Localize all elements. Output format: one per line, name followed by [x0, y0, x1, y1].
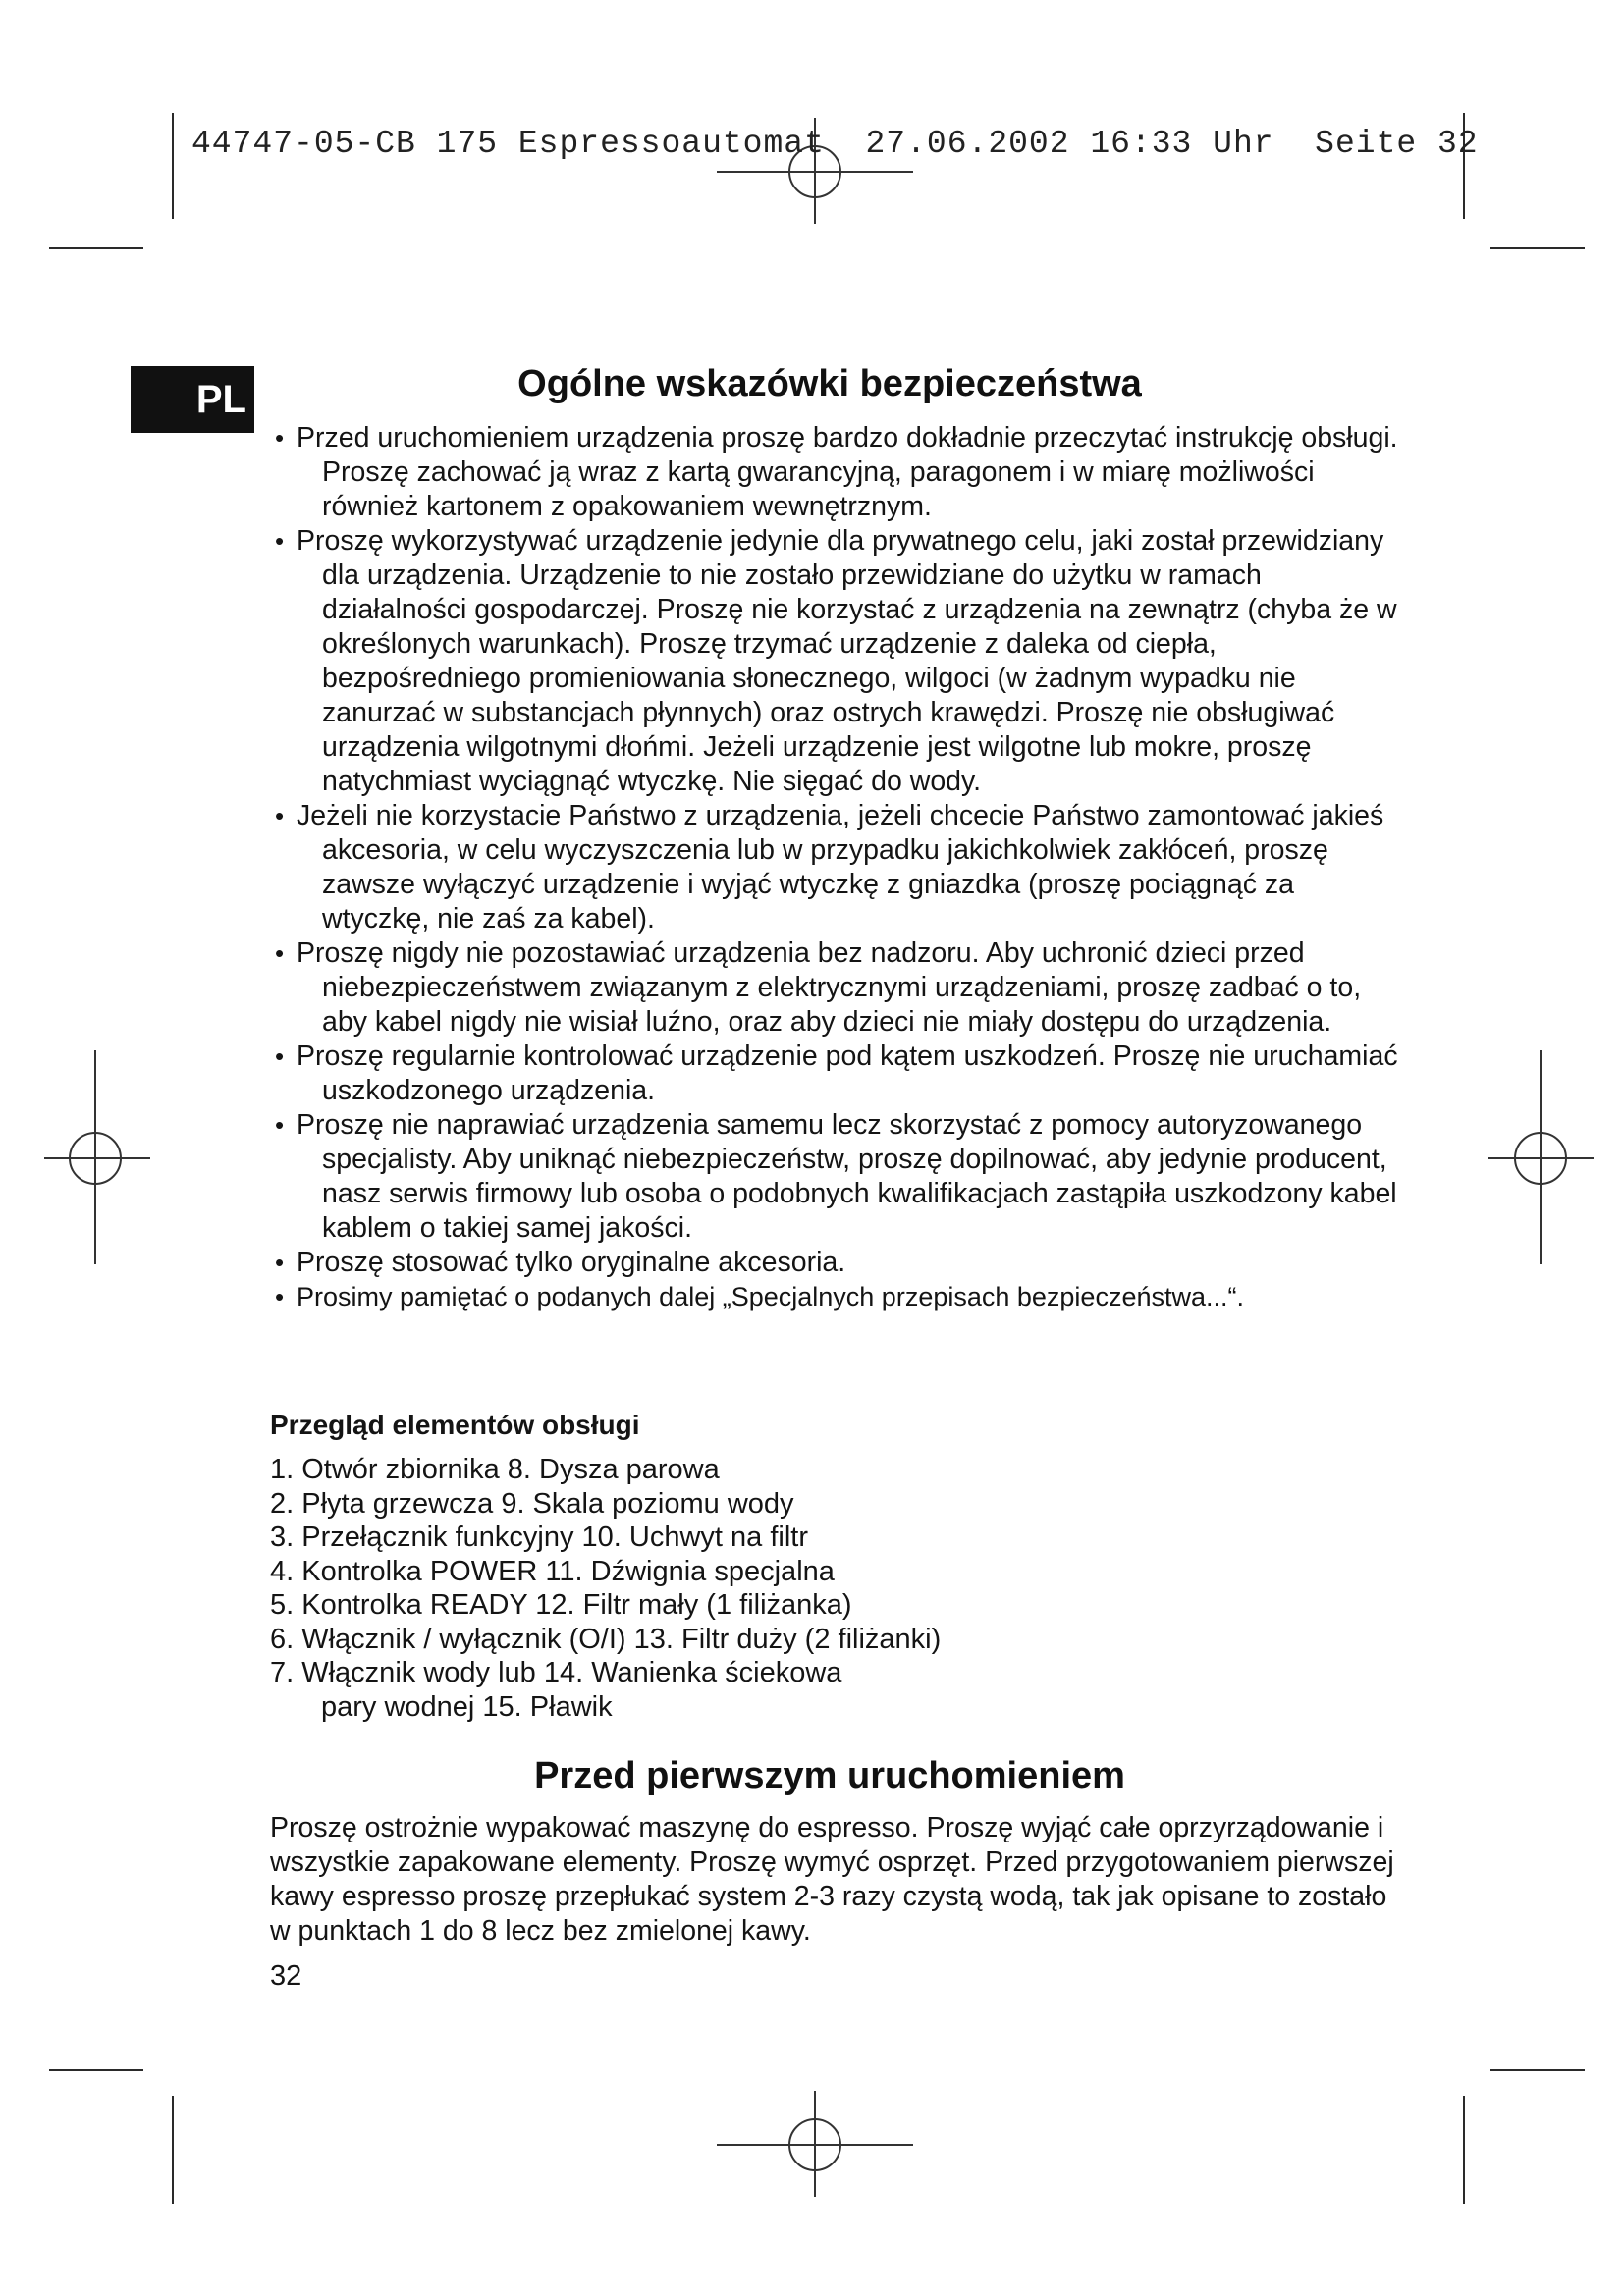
section-title-first-use: Przed pierwszym uruchomieniem [534, 1755, 1125, 1796]
registration-mark-bottom-icon [707, 2091, 923, 2199]
controls-list [270, 1453, 1252, 1724]
controls-list-item: 2. Płyta grzewcza 9. Skala poziomu wody [270, 1487, 794, 1520]
bullet-dot-icon: • [275, 938, 285, 968]
controls-list-continuation: pary wodnej 15. Pławik [321, 1690, 613, 1723]
bullet-dot-icon: • [275, 1248, 285, 1277]
safety-bullet-list [267, 421, 1406, 1314]
crop-mark-bottom-left-horizontal [49, 2069, 143, 2071]
registration-mark-left-icon [44, 1050, 152, 1266]
safety-bullet [267, 1040, 1406, 1108]
controls-list-item: 1. Otwór zbiornika 8. Dysza parowa [270, 1454, 720, 1485]
controls-overview-heading: Przegląd elementów obsługi [270, 1410, 640, 1440]
safety-bullet [267, 1246, 1406, 1280]
bullet-dot-icon: • [275, 1041, 285, 1071]
safety-bullet-text: Przed uruchomieniem urządzenia proszę bardzo dokładnie przeczytać instrukcję obsługi. Proszę zachować ją wraz z kartą gwarancyjną, paragonem i w miarę możliwości również kartonem z opakowaniem wewnętrznym. [297, 422, 1398, 522]
safety-bullet-text: Proszę stosować tylko oryginalne akcesoria. [297, 1247, 846, 1278]
controls-list-item: 3. Przełącznik funkcyjny 10. Uchwyt na filtr [270, 1522, 808, 1553]
controls-list-item: 4. Kontrolka POWER 11. Dźwignia specjalna [270, 1555, 835, 1587]
bullet-dot-icon: • [275, 1282, 285, 1311]
safety-bullet [267, 799, 1406, 936]
registration-mark-right-icon [1488, 1050, 1596, 1266]
safety-bullet-text: Jeżeli nie korzystacie Państwo z urządzenia, jeżeli chcecie Państwo zamontować jakieś akcesoria, w celu wyczyszczenia lub w przypadku jakichkolwiek zakłóceń, proszę zawsze wyłączyć urządzenie i wyjąć wtyczkę z gniazdka (proszę pociągnąć za wtyczkę, nie zaś za kabel). [297, 800, 1384, 934]
safety-bullet [267, 421, 1406, 524]
crop-mark-top-right-horizontal [1490, 247, 1585, 249]
section-title-safety: Ogólne wskazówki bezpieczeństwa [517, 363, 1142, 404]
safety-bullet [267, 1280, 1406, 1314]
safety-bullet [267, 524, 1406, 799]
crop-mark-top-left-horizontal [49, 247, 143, 249]
crop-mark-bottom-left-vertical [172, 2096, 174, 2204]
bullet-dot-icon: • [275, 423, 285, 453]
controls-list-item: 7. Włącznik wody lub 14. Wanienka ściekowa [270, 1657, 842, 1688]
bullet-dot-icon: • [275, 526, 285, 556]
language-tab: PL [131, 366, 254, 433]
safety-bullet [267, 1108, 1406, 1246]
page-number: 32 [270, 1960, 302, 1992]
controls-list-item: 6. Włącznik / wyłącznik (O/I) 13. Filtr duży (2 filiżanki) [270, 1623, 942, 1655]
print-slug-line: 44747-05-CB 175 Espressoautomat 27.06.2002 16:33 Uhr Seite 32 [191, 126, 1479, 162]
first-use-paragraph: Proszę ostrożnie wypakować maszynę do espresso. Proszę wyjąć całe oprzyrządowanie i wszystkie zapakowane elementy. Proszę wymyć osprzęt. Przed przygotowaniem pierwszej kawy espresso proszę przepłukać system 2-3 razy czystą wodą, tak jak opisane to zostało w punktach 1 do 8 lecz bez zmielonej kawy. [270, 1812, 1394, 1947]
safety-bullet-text: Proszę nie naprawiać urządzenia samemu lecz skorzystać z pomocy autoryzowanego specjalisty. Aby uniknąć niebezpieczeństw, proszę dopilnować, aby jedynie producent, nasz serwis firmowy lub osoba o podobnych kwalifikacjach zastąpiła uszkodzony kabel kablem o takiej samej jakości. [297, 1109, 1397, 1244]
safety-bullet-text: Proszę wykorzystywać urządzenie jedynie dla prywatnego celu, jaki został przewidziany dla urządzenia. Urządzenie to nie zostało przewidziane do użytku w ramach działalności gospodarczej. Proszę nie korzystać z urządzenia na zewnątrz (chyba że w określonych warunkach). Proszę trzymać urządzenie z daleka od ciepła, bezpośredniego promieniowania słonecznego, wilgoci (w żadnym wypadku nie zanurzać w substancjach płynnych) oraz ostrych krawędzi. Proszę nie obsługiwać urządzenia wilgotnymi dłońmi. Jeżeli urządzenie jest wilgotne lub mokre, proszę natychmiast wyciągnąć wtyczkę. Nie sięgać do wody. [297, 525, 1397, 797]
crop-mark-bottom-right-vertical [1463, 2096, 1465, 2204]
bullet-dot-icon: • [275, 1110, 285, 1140]
safety-bullet-text: Prosimy pamiętać o podanych dalej „Specjalnych przepisach bezpieczeństwa...“. [297, 1282, 1244, 1311]
safety-bullet [267, 936, 1406, 1040]
crop-mark-bottom-right-horizontal [1490, 2069, 1585, 2071]
bullet-dot-icon: • [275, 801, 285, 830]
safety-bullet-text: Proszę regularnie kontrolować urządzenie pod kątem uszkodzeń. Proszę nie uruchamiać uszkodzonego urządzenia. [297, 1041, 1398, 1106]
controls-list-item: 5. Kontrolka READY 12. Filtr mały (1 filiżanka) [270, 1589, 852, 1621]
safety-bullet-text: Proszę nigdy nie pozostawiać urządzenia bez nadzoru. Aby uchronić dzieci przed niebezpieczeństwem związanym z elektrycznymi urządzeniami, proszę zadbać o to, aby kabel nigdy nie wisiał luźno, oraz aby dzieci nie miały dostępu do urządzenia. [297, 937, 1362, 1038]
crop-mark-top-left-vertical [172, 113, 174, 219]
